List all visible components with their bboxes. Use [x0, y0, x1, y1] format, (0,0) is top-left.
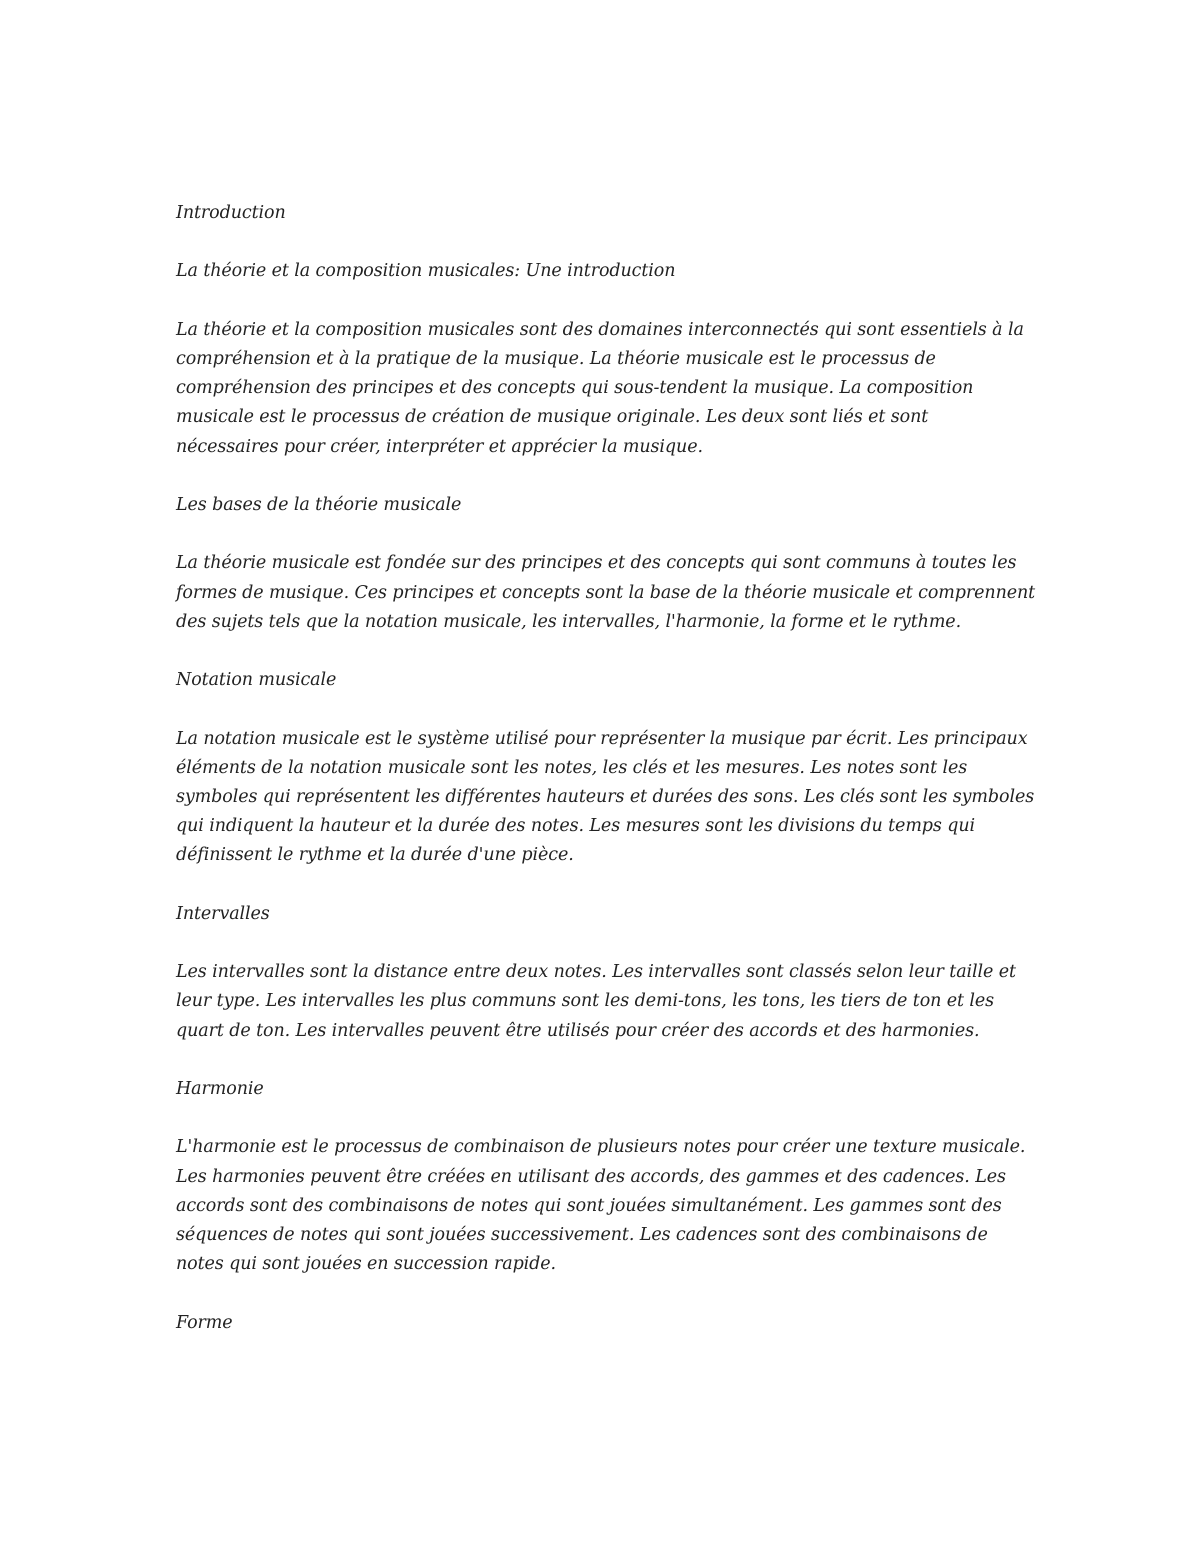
section-heading-forme: Forme [176, 1312, 233, 1333]
document-body [176, 199, 1036, 1367]
paragraph-bases: La théorie musicale est fondée sur des principes et des concepts qui sont communs à toutes les formes de musique. Ces principes et concepts sont la base de la théorie musicale et comprennent des sujets tels que la notation musicale, les intervalles, l'harmonie, la forme et le rythme. [176, 553, 1036, 632]
document-title: La théorie et la composition musicales: Une introduction [176, 261, 676, 282]
paragraph-introduction: La théorie et la composition musicales sont des domaines interconnectés qui sont essentiels à la compréhension et à la pratique de la musique. La théorie musicale est le processus de compréhension des principes et des concepts qui sous-tendent la musique. La composition musicale est le processus de création de musique originale. Les deux sont liés et sont nécessaires pour créer, interpréter et apprécier la musique. [176, 319, 1024, 457]
section-heading-bases: Les bases de la théorie musicale [176, 494, 462, 515]
paragraph-intervalles: Les intervalles sont la distance entre deux notes. Les intervalles sont classés selon leur taille et leur type. Les intervalles les plus communs sont les demi-tons, les tons, les tiers de ton et les quart de ton. Les intervalles peuvent être utilisés pour créer des accords et des harmonies. [176, 962, 1016, 1041]
section-heading-intervalles: Intervalles [176, 903, 270, 924]
paragraph-harmonie: L'harmonie est le processus de combinaison de plusieurs notes pour créer une texture musicale. Les harmonies peuvent être créées en utilisant des accords, des gammes et des cadences. Les accords sont des combinaisons de notes qui sont jouées simultanément. Les gammes sont des séquences de notes qui sont jouées successivement. Les cadences sont des combinaisons de notes qui sont jouées en succession rapide. [176, 1137, 1026, 1275]
section-heading-notation: Notation musicale [176, 670, 337, 691]
paragraph-notation: La notation musicale est le système utilisé pour représenter la musique par écrit. Les principaux éléments de la notation musicale sont les notes, les clés et les mesures. Les notes sont les symboles qui représentent les différentes hauteurs et durées des sons. Les clés sont les symboles qui indiquent la hauteur et la durée des notes. Les mesures sont les divisions du temps qui définissent le rythme et la durée d'une pièce. [176, 728, 1035, 866]
section-heading-introduction: Introduction [176, 203, 286, 223]
section-heading-harmonie: Harmonie [176, 1078, 264, 1099]
